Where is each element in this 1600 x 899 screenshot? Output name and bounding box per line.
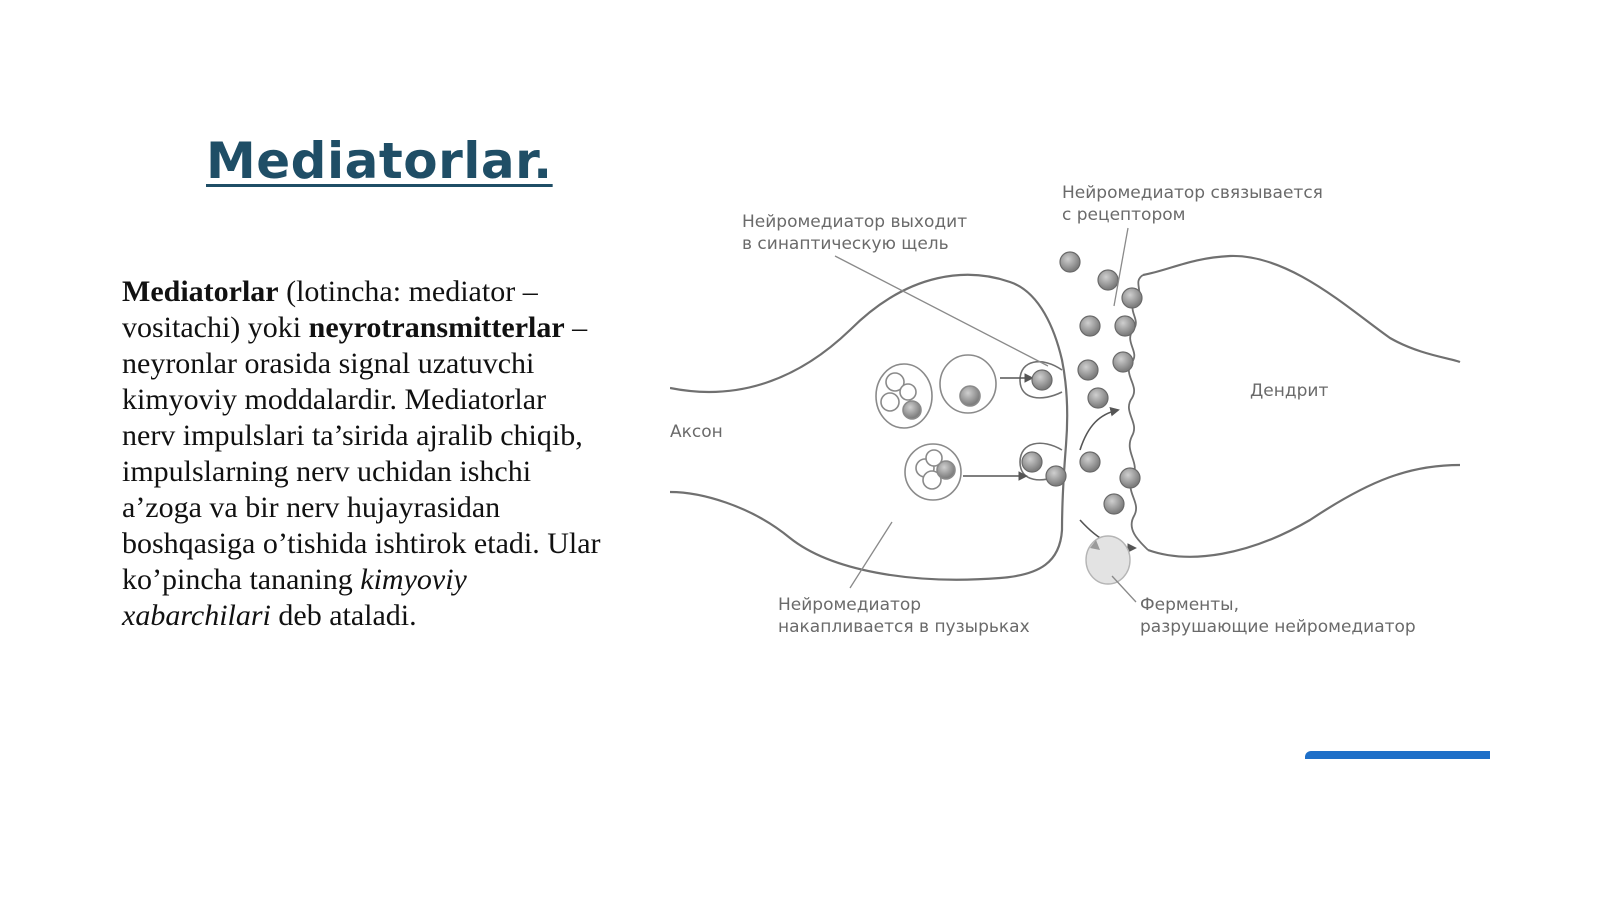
body-text-italic: kimyoviy xabarchilari: [122, 563, 467, 632]
axon-terminal: [670, 275, 1067, 580]
label-axon: Аксон: [670, 422, 723, 442]
label-enzymes-line2: разрушающие нейромедиатор: [1140, 617, 1416, 637]
label-enzymes-line1: Ферменты,: [1140, 595, 1240, 615]
label-release-line1: Нейромедиатор выходит: [742, 212, 968, 232]
label-binds-line2: с рецептором: [1062, 205, 1186, 225]
synapse-diagram: [670, 170, 1500, 670]
slide-body-text: [122, 274, 602, 634]
dendrite: [1129, 256, 1460, 557]
body-text-part3: deb ataladi.: [270, 599, 417, 632]
label-vesicles-line1: Нейромедиатор: [778, 595, 922, 615]
body-text-part2: –neyronlar orasida signal uzatuvchi kimyoviy moddalardir. Mediatorlar nerv impulslari ta’sirida ajralib chiqib, impulslarning nerv uchidan ishchi a’zoga va bir nerv hujayrasidan boshqasiga o’tishida ishtirok etadi. Ular ko’pincha tananing: [122, 311, 601, 596]
neurotransmitter-molecules: [1022, 252, 1142, 514]
label-vesicles-line2: накапливается в пузырьках: [778, 617, 1030, 637]
slide-title: Mediatorlar.: [206, 132, 553, 190]
label-dendrite: Дендрит: [1250, 381, 1329, 401]
synaptic-vesicles: [876, 355, 996, 500]
enzyme: [1086, 536, 1130, 584]
body-text-part1: (lotincha: mediator – vositachi) yoki: [122, 275, 538, 344]
term-mediatorlar: Mediatorlar: [122, 275, 279, 308]
accent-bar: [1305, 751, 1490, 759]
term-neyrotransmitterlar: neyrotransmitterlar: [308, 311, 565, 344]
label-release-line2: в синаптическую щель: [742, 234, 949, 254]
label-binds-line1: Нейромедиатор связывается: [1062, 183, 1323, 203]
